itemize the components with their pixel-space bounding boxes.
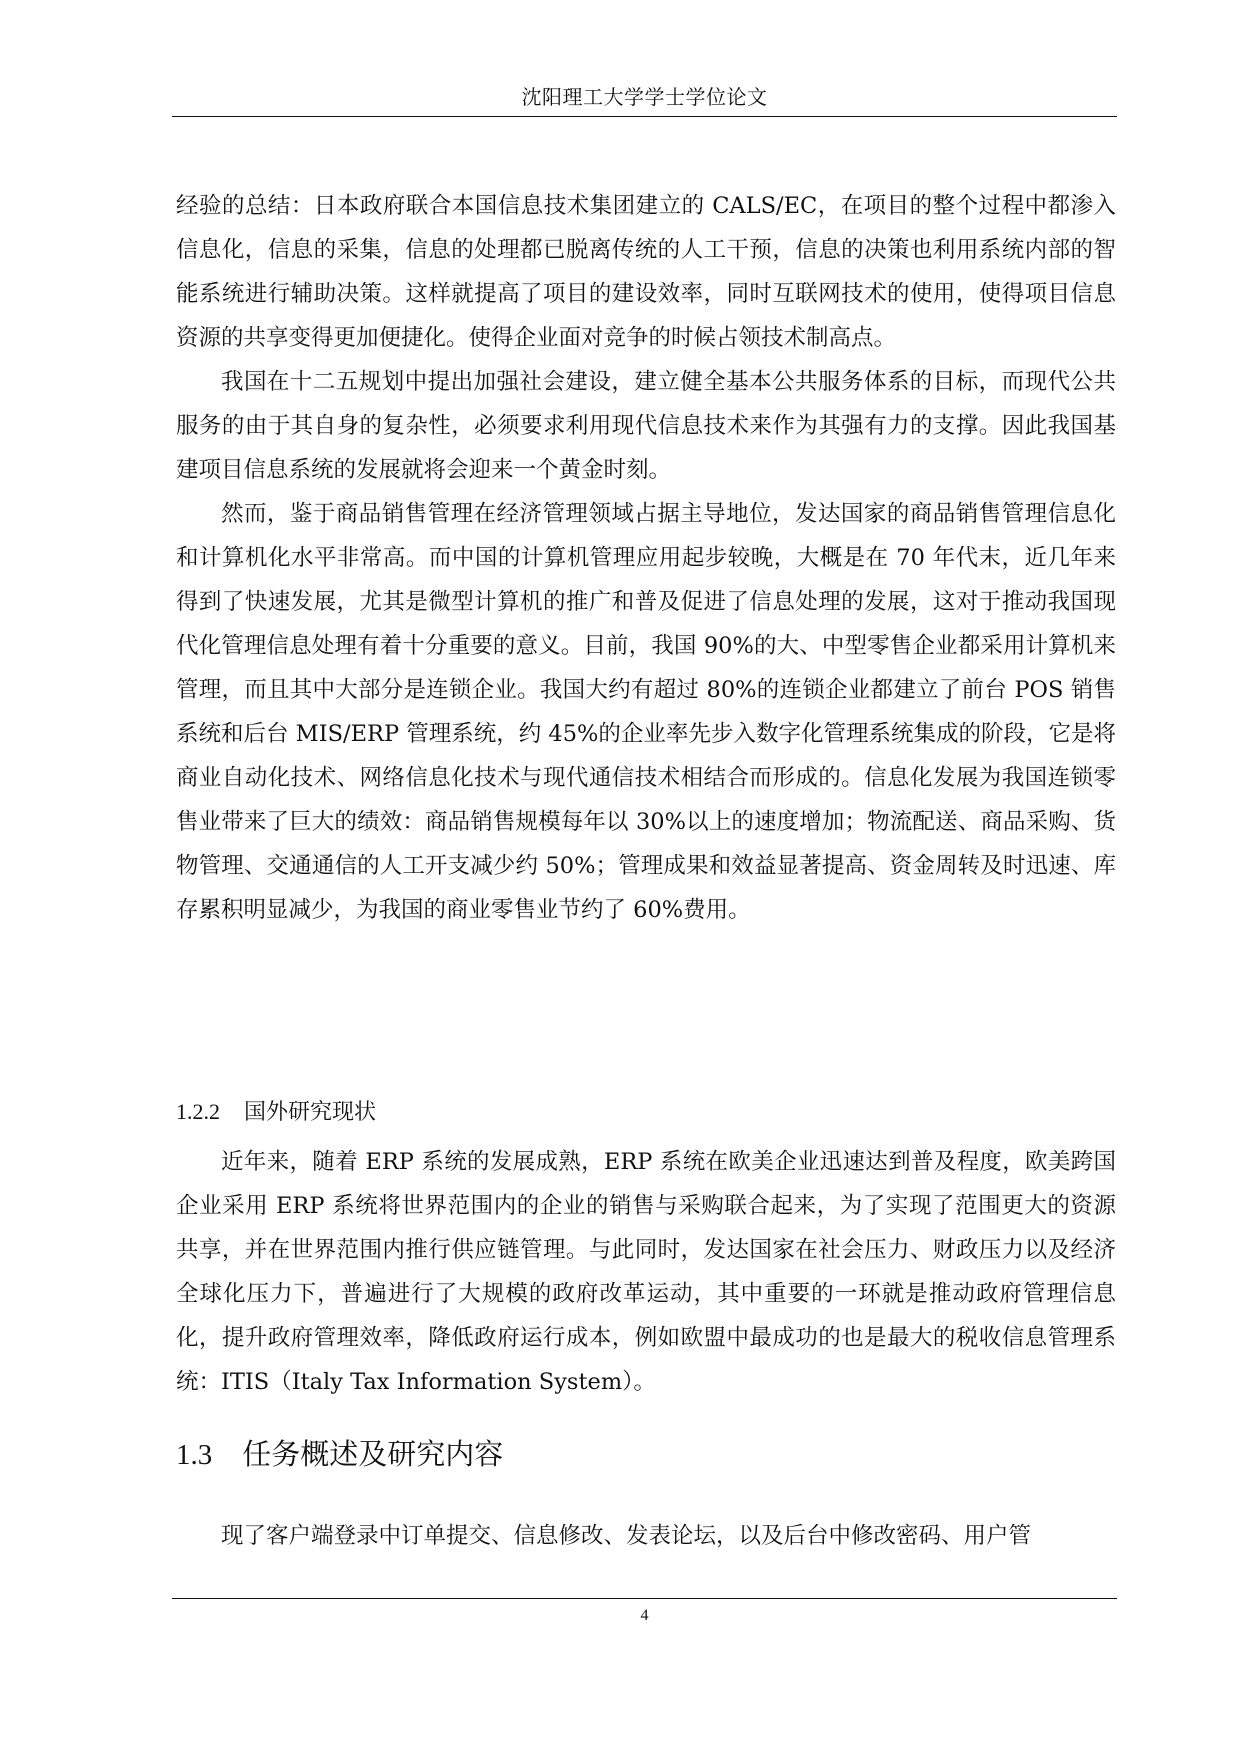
section-title: 任务概述及研究内容 (242, 1437, 504, 1471)
body-section-intro (176, 184, 1116, 932)
running-header: 沈阳理工大学学士学位论文 (521, 85, 768, 109)
section-number: 1.2.2 (176, 1099, 220, 1124)
body-section-task-overview (176, 1514, 1116, 1558)
footer-divider (172, 1598, 1117, 1599)
section-number: 1.3 (176, 1439, 213, 1471)
body-paragraph: 现了客户端登录中订单提交、信息修改、发表论坛，以及后台中修改密码、用户管 (221, 1523, 1032, 1549)
body-paragraph: 我国在十二五规划中提出加强社会建设，建立健全基本公共服务体系的目标，而现代公共服务的由于其自身的复杂性，必须要求利用现代信息技术来作为其强有力的支撑。因此我国基建项目信息系统的发展就将会迎来一个黄金时刻。 (176, 369, 1116, 483)
header-divider (172, 116, 1117, 117)
body-paragraph: 经验的总结：日本政府联合本国信息技术集团建立的 CALS/EC，在项目的整个过程中都渗入信息化，信息的采集，信息的处理都已脱离传统的人工干预，信息的决策也利用系统内部的智能系统进行辅助决策。这样就提高了项目的建设效率，同时互联网技术的使用，使得项目信息资源的共享变得更加便捷化。使得企业面对竞争的时候占领技术制高点。 (176, 193, 1116, 351)
body-section-foreign-research (176, 1140, 1116, 1404)
section-heading-1-2-2 (176, 1094, 376, 1131)
section-heading-1-3 (176, 1432, 503, 1477)
section-title: 国外研究现状 (244, 1100, 377, 1125)
body-paragraph: 近年来，随着 ERP 系统的发展成熟，ERP 系统在欧美企业迅速达到普及程度，欧美跨国企业采用 ERP 系统将世界范围内的企业的销售与采购联合起来，为了实现了范围更大的资源共享，并在世界范围内推行供应链管理。与此同时，发达国家在社会压力、财政压力以及经济全球化压力下，普遍进行了大规模的政府改革运动，其中重要的一环就是推动政府管理信息化，提升政府管理效率，降低政府运行成本，例如欧盟中最成功的也是最大的税收信息管理系统：ITIS（Italy Tax Information System）。 (176, 1149, 1116, 1395)
body-paragraph: 然而，鉴于商品销售管理在经济管理领域占据主导地位，发达国家的商品销售管理信息化和计算机化水平非常高。而中国的计算机管理应用起步较晚，大概是在 70 年代末，近几年来得到了快速发展，尤其是微型计算机的推广和普及促进了信息处理的发展，这对于推动我国现代化管理信息处理有着十分重要的意义。目前，我国 90%的大、中型零售企业都采用计算机来管理，而且其中大部分是连锁企业。我国大约有超过 80%的连锁企业都建立了前台 POS 销售系统和后台 MIS/ERP 管理系统，约 45%的企业率先步入数字化管理系统集成的阶段，它是将商业自动化技术、网络信息化技术与现代通信技术相结合而形成的。信息化发展为我国连锁零售业带来了巨大的绩效：商品销售规模每年以 30%以上的速度增加；物流配送、商品采购、货物管理、交通通信的人工开支减少约 50%；管理成果和效益显著提高、资金周转及时迅速、库存累积明显减少，为我国的商业零售业节约了 60%费用。 (176, 501, 1116, 923)
page-number: 4 (640, 1607, 649, 1624)
